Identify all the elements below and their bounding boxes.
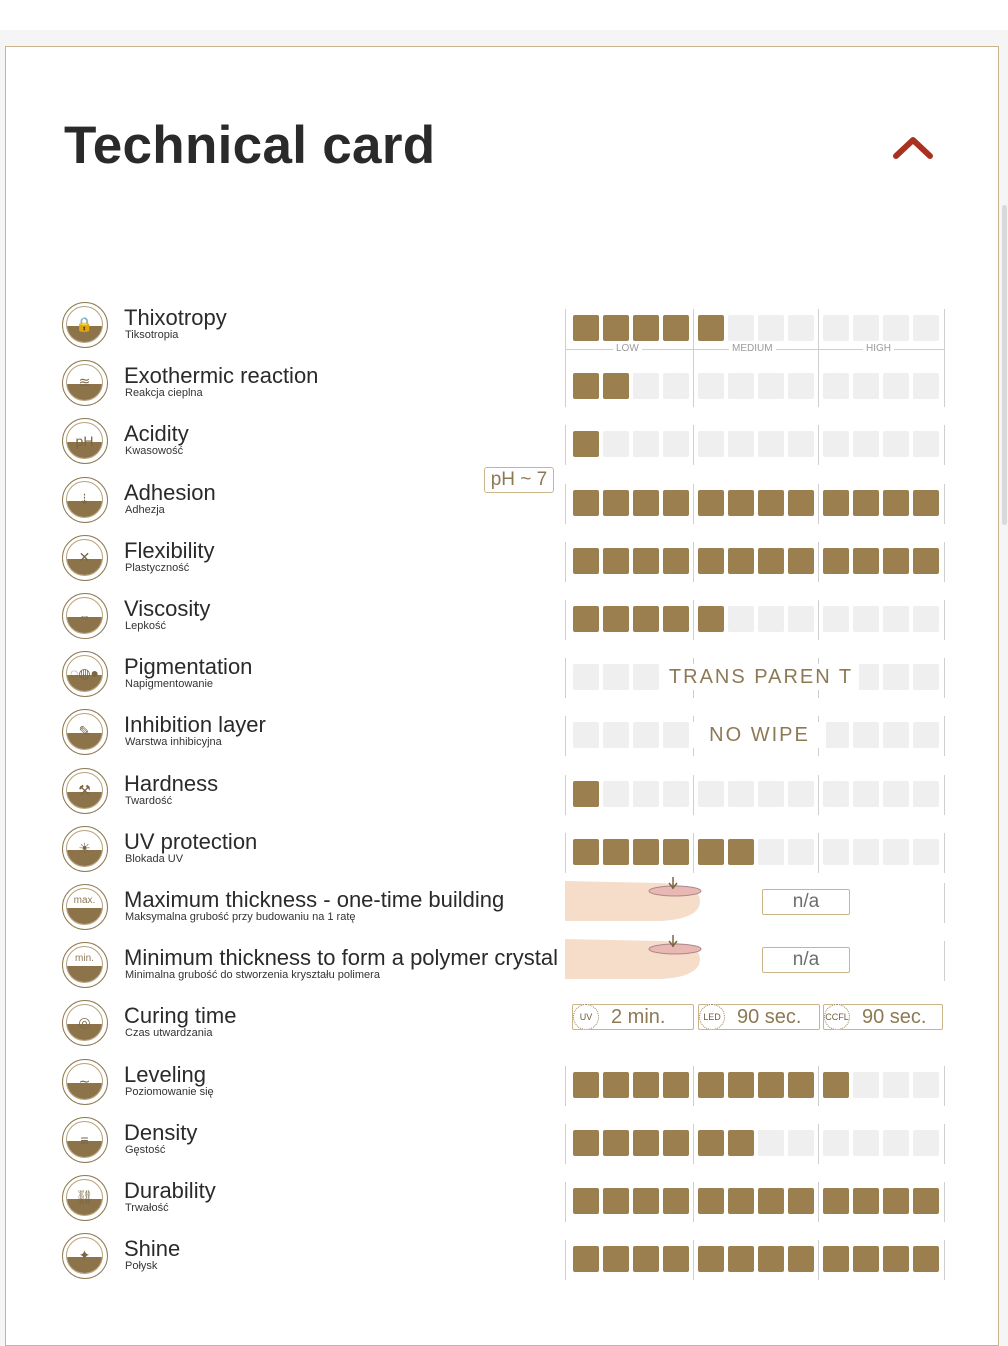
level-scale	[565, 309, 945, 349]
scale-label-high: HIGH	[863, 343, 894, 354]
property-name: Acidity	[124, 421, 189, 446]
uv-shield-icon: ☀	[62, 826, 108, 872]
level-square	[823, 1072, 849, 1098]
level-scale	[565, 600, 945, 640]
level-square	[758, 373, 784, 399]
property-subtitle: Napigmentowanie	[125, 678, 214, 690]
level-square	[913, 431, 939, 457]
property-subtitle: Poziomowanie się	[125, 1086, 214, 1098]
level-square	[883, 722, 909, 748]
property-name: Exothermic reaction	[124, 363, 319, 388]
property-subtitle: Adhezja	[125, 504, 165, 516]
level-square	[698, 548, 724, 574]
property-name: Leveling	[124, 1062, 206, 1087]
page-title: Technical card	[64, 116, 436, 175]
property-name: Hardness	[124, 771, 219, 796]
lamp-type-badge: UV	[573, 1004, 599, 1030]
level-square	[573, 1246, 599, 1272]
curing-time-box	[698, 1004, 820, 1030]
adhesion-icon: ⇣	[62, 477, 108, 523]
level-square	[823, 781, 849, 807]
level-square	[823, 606, 849, 632]
level-square	[788, 781, 814, 807]
level-square	[823, 1188, 849, 1214]
level-square	[573, 490, 599, 516]
level-square	[883, 315, 909, 341]
technical-card-panel	[5, 46, 999, 1346]
level-square	[728, 431, 754, 457]
level-square	[728, 1246, 754, 1272]
level-square	[573, 1072, 599, 1098]
level-square	[853, 373, 879, 399]
property-subtitle: Plastyczność	[125, 562, 190, 574]
overlay-text: TRANS PAREN T	[663, 664, 859, 690]
level-square	[913, 315, 939, 341]
level-square	[603, 1188, 629, 1214]
level-square	[788, 548, 814, 574]
level-square	[823, 1130, 849, 1156]
lock-icon: 🔒	[62, 302, 108, 348]
level-square	[883, 664, 909, 690]
property-name: UV protection	[124, 829, 258, 854]
lamp-icon: ◎	[62, 1000, 108, 1046]
finger-illustration	[565, 935, 705, 979]
property-row	[6, 825, 1000, 877]
ph-badge: pH ~ 7	[484, 467, 554, 493]
level-square	[758, 490, 784, 516]
max-thickness-icon: max.	[62, 884, 108, 930]
level-square	[663, 722, 689, 748]
curing-time-value: 90 sec.	[862, 1006, 927, 1028]
property-name: Thixotropy	[124, 305, 227, 330]
level-square	[913, 1188, 939, 1214]
property-subtitle: Reakcja cieplna	[125, 387, 203, 399]
level-square	[698, 490, 724, 516]
level-square	[663, 781, 689, 807]
property-row	[6, 359, 1000, 411]
level-square	[823, 839, 849, 865]
level-square	[633, 373, 659, 399]
property-name: Maximum thickness - one-time building	[124, 887, 505, 912]
level-square	[633, 315, 659, 341]
density-icon: ≡	[62, 1117, 108, 1163]
property-subtitle: Lepkość	[125, 620, 166, 632]
property-subtitle: Trwałość	[125, 1202, 169, 1214]
level-square	[913, 548, 939, 574]
curing-time-value: 2 min.	[611, 1006, 666, 1028]
level-square	[728, 606, 754, 632]
scale-label-low: LOW	[613, 343, 642, 354]
collapse-button[interactable]	[888, 127, 938, 167]
level-scale	[565, 1182, 945, 1222]
level-square	[788, 490, 814, 516]
level-square	[853, 1188, 879, 1214]
property-name: Shine	[124, 1236, 181, 1261]
level-square	[728, 490, 754, 516]
level-square	[603, 722, 629, 748]
property-row	[6, 534, 1000, 586]
level-square	[853, 781, 879, 807]
level-scale	[565, 542, 945, 582]
level-square	[883, 1188, 909, 1214]
level-square	[913, 1246, 939, 1272]
level-square	[603, 1130, 629, 1156]
property-row	[6, 1232, 1000, 1284]
level-square	[913, 373, 939, 399]
level-square	[853, 722, 879, 748]
level-square	[698, 606, 724, 632]
level-square	[603, 548, 629, 574]
level-square	[883, 781, 909, 807]
level-square	[663, 373, 689, 399]
level-square	[573, 431, 599, 457]
level-square	[573, 839, 599, 865]
level-square	[883, 490, 909, 516]
level-square	[883, 606, 909, 632]
curing-time-box	[823, 1004, 943, 1030]
level-square	[883, 1130, 909, 1156]
property-name: Flexibility	[124, 538, 215, 563]
level-square	[758, 1130, 784, 1156]
level-square	[573, 1188, 599, 1214]
property-row	[6, 650, 1000, 702]
level-square	[698, 315, 724, 341]
property-subtitle: Czas utwardzania	[125, 1027, 213, 1039]
level-scale	[565, 425, 945, 465]
level-square	[853, 548, 879, 574]
level-square	[573, 315, 599, 341]
property-row	[6, 301, 1000, 353]
level-square	[603, 431, 629, 457]
level-square	[698, 1188, 724, 1214]
level-square	[633, 839, 659, 865]
level-square	[663, 1072, 689, 1098]
leveling-icon: ∼	[62, 1059, 108, 1105]
property-name: Adhesion	[124, 480, 216, 505]
property-name: Viscosity	[124, 596, 211, 621]
property-name: Inhibition layer	[124, 712, 266, 737]
level-square	[883, 548, 909, 574]
level-square	[913, 664, 939, 690]
level-scale	[565, 658, 945, 698]
property-subtitle: Tiksotropia	[125, 329, 179, 341]
level-square	[728, 548, 754, 574]
level-square	[698, 781, 724, 807]
property-row	[6, 767, 1000, 819]
property-subtitle: Kwasowość	[125, 445, 184, 457]
property-row	[6, 592, 1000, 644]
heat-waves-icon: ≋	[62, 360, 108, 406]
level-square	[603, 315, 629, 341]
level-square	[728, 315, 754, 341]
property-subtitle: Twardość	[125, 795, 173, 807]
level-square	[633, 1072, 659, 1098]
level-square	[788, 1246, 814, 1272]
level-square	[633, 1130, 659, 1156]
level-square	[633, 1246, 659, 1272]
level-square	[698, 1246, 724, 1272]
level-square	[663, 1130, 689, 1156]
level-square	[758, 781, 784, 807]
level-square	[728, 781, 754, 807]
level-square	[823, 490, 849, 516]
level-square	[853, 1072, 879, 1098]
property-row	[6, 1116, 1000, 1168]
level-square	[913, 722, 939, 748]
curing-time-box	[572, 1004, 694, 1030]
sparkle-icon: ✦	[62, 1233, 108, 1279]
level-square	[788, 1188, 814, 1214]
level-square	[603, 606, 629, 632]
finger-illustration	[565, 877, 705, 921]
property-name: Pigmentation	[124, 654, 253, 679]
level-square	[883, 1246, 909, 1272]
property-subtitle: Maksymalna grubość przy budowaniu na 1 ratę	[125, 911, 356, 923]
level-square	[573, 781, 599, 807]
flexibility-icon: ✕	[62, 535, 108, 581]
level-square	[663, 315, 689, 341]
lamp-type-badge: LED	[699, 1004, 725, 1030]
level-square	[823, 431, 849, 457]
min-thickness-icon: min.	[62, 942, 108, 988]
level-square	[633, 490, 659, 516]
level-square	[758, 606, 784, 632]
level-square	[663, 1188, 689, 1214]
property-row	[6, 883, 1000, 935]
hammer-icon: ⚒	[62, 768, 108, 814]
level-scale	[565, 833, 945, 873]
level-square	[633, 781, 659, 807]
level-square	[913, 781, 939, 807]
property-row	[6, 1174, 1000, 1226]
property-name: Curing time	[124, 1003, 237, 1028]
property-name: Durability	[124, 1178, 216, 1203]
level-square	[603, 1072, 629, 1098]
level-square	[663, 548, 689, 574]
level-square	[698, 431, 724, 457]
level-square	[663, 490, 689, 516]
level-square	[603, 1246, 629, 1272]
level-square	[663, 606, 689, 632]
curing-time-value: 90 sec.	[737, 1006, 802, 1028]
level-square	[573, 606, 599, 632]
level-square	[698, 839, 724, 865]
level-square	[788, 606, 814, 632]
chain-link-icon: ⛓	[62, 1175, 108, 1221]
level-square	[573, 548, 599, 574]
property-name: Density	[124, 1120, 198, 1145]
level-square	[573, 1130, 599, 1156]
level-square	[788, 1072, 814, 1098]
level-square	[853, 606, 879, 632]
level-square	[728, 1130, 754, 1156]
level-square	[663, 431, 689, 457]
level-square	[758, 1188, 784, 1214]
level-square	[758, 548, 784, 574]
level-square	[853, 1130, 879, 1156]
property-row	[6, 999, 1000, 1051]
level-square	[663, 839, 689, 865]
level-square	[603, 664, 629, 690]
property-row	[6, 1058, 1000, 1110]
level-square	[758, 1072, 784, 1098]
level-square	[728, 839, 754, 865]
level-square	[788, 315, 814, 341]
level-square	[788, 431, 814, 457]
top-bar	[0, 0, 1008, 30]
level-scale	[565, 367, 945, 407]
level-square	[573, 373, 599, 399]
level-square	[913, 1072, 939, 1098]
scale-label-medium: MEDIUM	[729, 343, 776, 354]
scrollbar-thumb[interactable]	[1002, 205, 1007, 525]
level-square	[823, 548, 849, 574]
level-square	[853, 1246, 879, 1272]
level-square	[633, 1188, 659, 1214]
level-square	[728, 1188, 754, 1214]
property-subtitle: Blokada UV	[125, 853, 184, 865]
level-square	[853, 839, 879, 865]
level-square	[633, 606, 659, 632]
level-square	[603, 490, 629, 516]
level-square	[883, 373, 909, 399]
level-square	[913, 490, 939, 516]
level-square	[913, 606, 939, 632]
lamp-type-badge: CCFL	[824, 1004, 850, 1030]
viscosity-icon: ⇔	[62, 593, 108, 639]
level-square	[633, 722, 659, 748]
level-square	[603, 839, 629, 865]
level-square	[698, 373, 724, 399]
na-value: n/a	[762, 889, 850, 915]
level-square	[823, 722, 849, 748]
property-subtitle: Gęstość	[125, 1144, 166, 1156]
level-square	[758, 315, 784, 341]
na-value: n/a	[762, 947, 850, 973]
level-square	[633, 664, 659, 690]
level-square	[758, 839, 784, 865]
level-square	[758, 1246, 784, 1272]
property-row	[6, 417, 1000, 469]
level-square	[853, 431, 879, 457]
level-scale	[565, 1124, 945, 1164]
level-square	[633, 431, 659, 457]
level-square	[603, 781, 629, 807]
level-square	[883, 431, 909, 457]
overlay-text: NO WIPE	[693, 722, 826, 748]
level-square	[633, 548, 659, 574]
level-square	[603, 373, 629, 399]
level-square	[728, 373, 754, 399]
level-square	[788, 373, 814, 399]
level-square	[913, 839, 939, 865]
property-subtitle: Minimalna grubość do stworzenia kryształu polimera	[125, 969, 380, 981]
level-square	[573, 722, 599, 748]
property-subtitle: Połysk	[125, 1260, 158, 1272]
level-square	[883, 1072, 909, 1098]
level-scale	[565, 484, 945, 524]
level-scale	[565, 775, 945, 815]
level-square	[698, 1072, 724, 1098]
wipe-icon: ✎	[62, 709, 108, 755]
property-row	[6, 708, 1000, 760]
pigment-drops-icon: ◌◍●	[62, 651, 108, 697]
ph-drop-icon: pH	[62, 418, 108, 464]
level-square	[663, 1246, 689, 1272]
level-square	[788, 839, 814, 865]
level-square	[728, 1072, 754, 1098]
level-scale	[565, 716, 945, 756]
level-square	[788, 1130, 814, 1156]
level-square	[698, 1130, 724, 1156]
level-square	[823, 1246, 849, 1272]
property-name: Minimum thickness to form a polymer crystal	[124, 945, 558, 970]
level-square	[758, 431, 784, 457]
level-square	[823, 315, 849, 341]
level-scale	[565, 1066, 945, 1106]
level-square	[573, 664, 599, 690]
level-square	[883, 839, 909, 865]
property-row	[6, 941, 1000, 993]
level-square	[853, 490, 879, 516]
level-square	[823, 373, 849, 399]
level-square	[853, 315, 879, 341]
level-square	[913, 1130, 939, 1156]
property-subtitle: Warstwa inhibicyjna	[125, 736, 222, 748]
chevron-up-icon	[892, 134, 934, 160]
level-scale	[565, 1240, 945, 1280]
